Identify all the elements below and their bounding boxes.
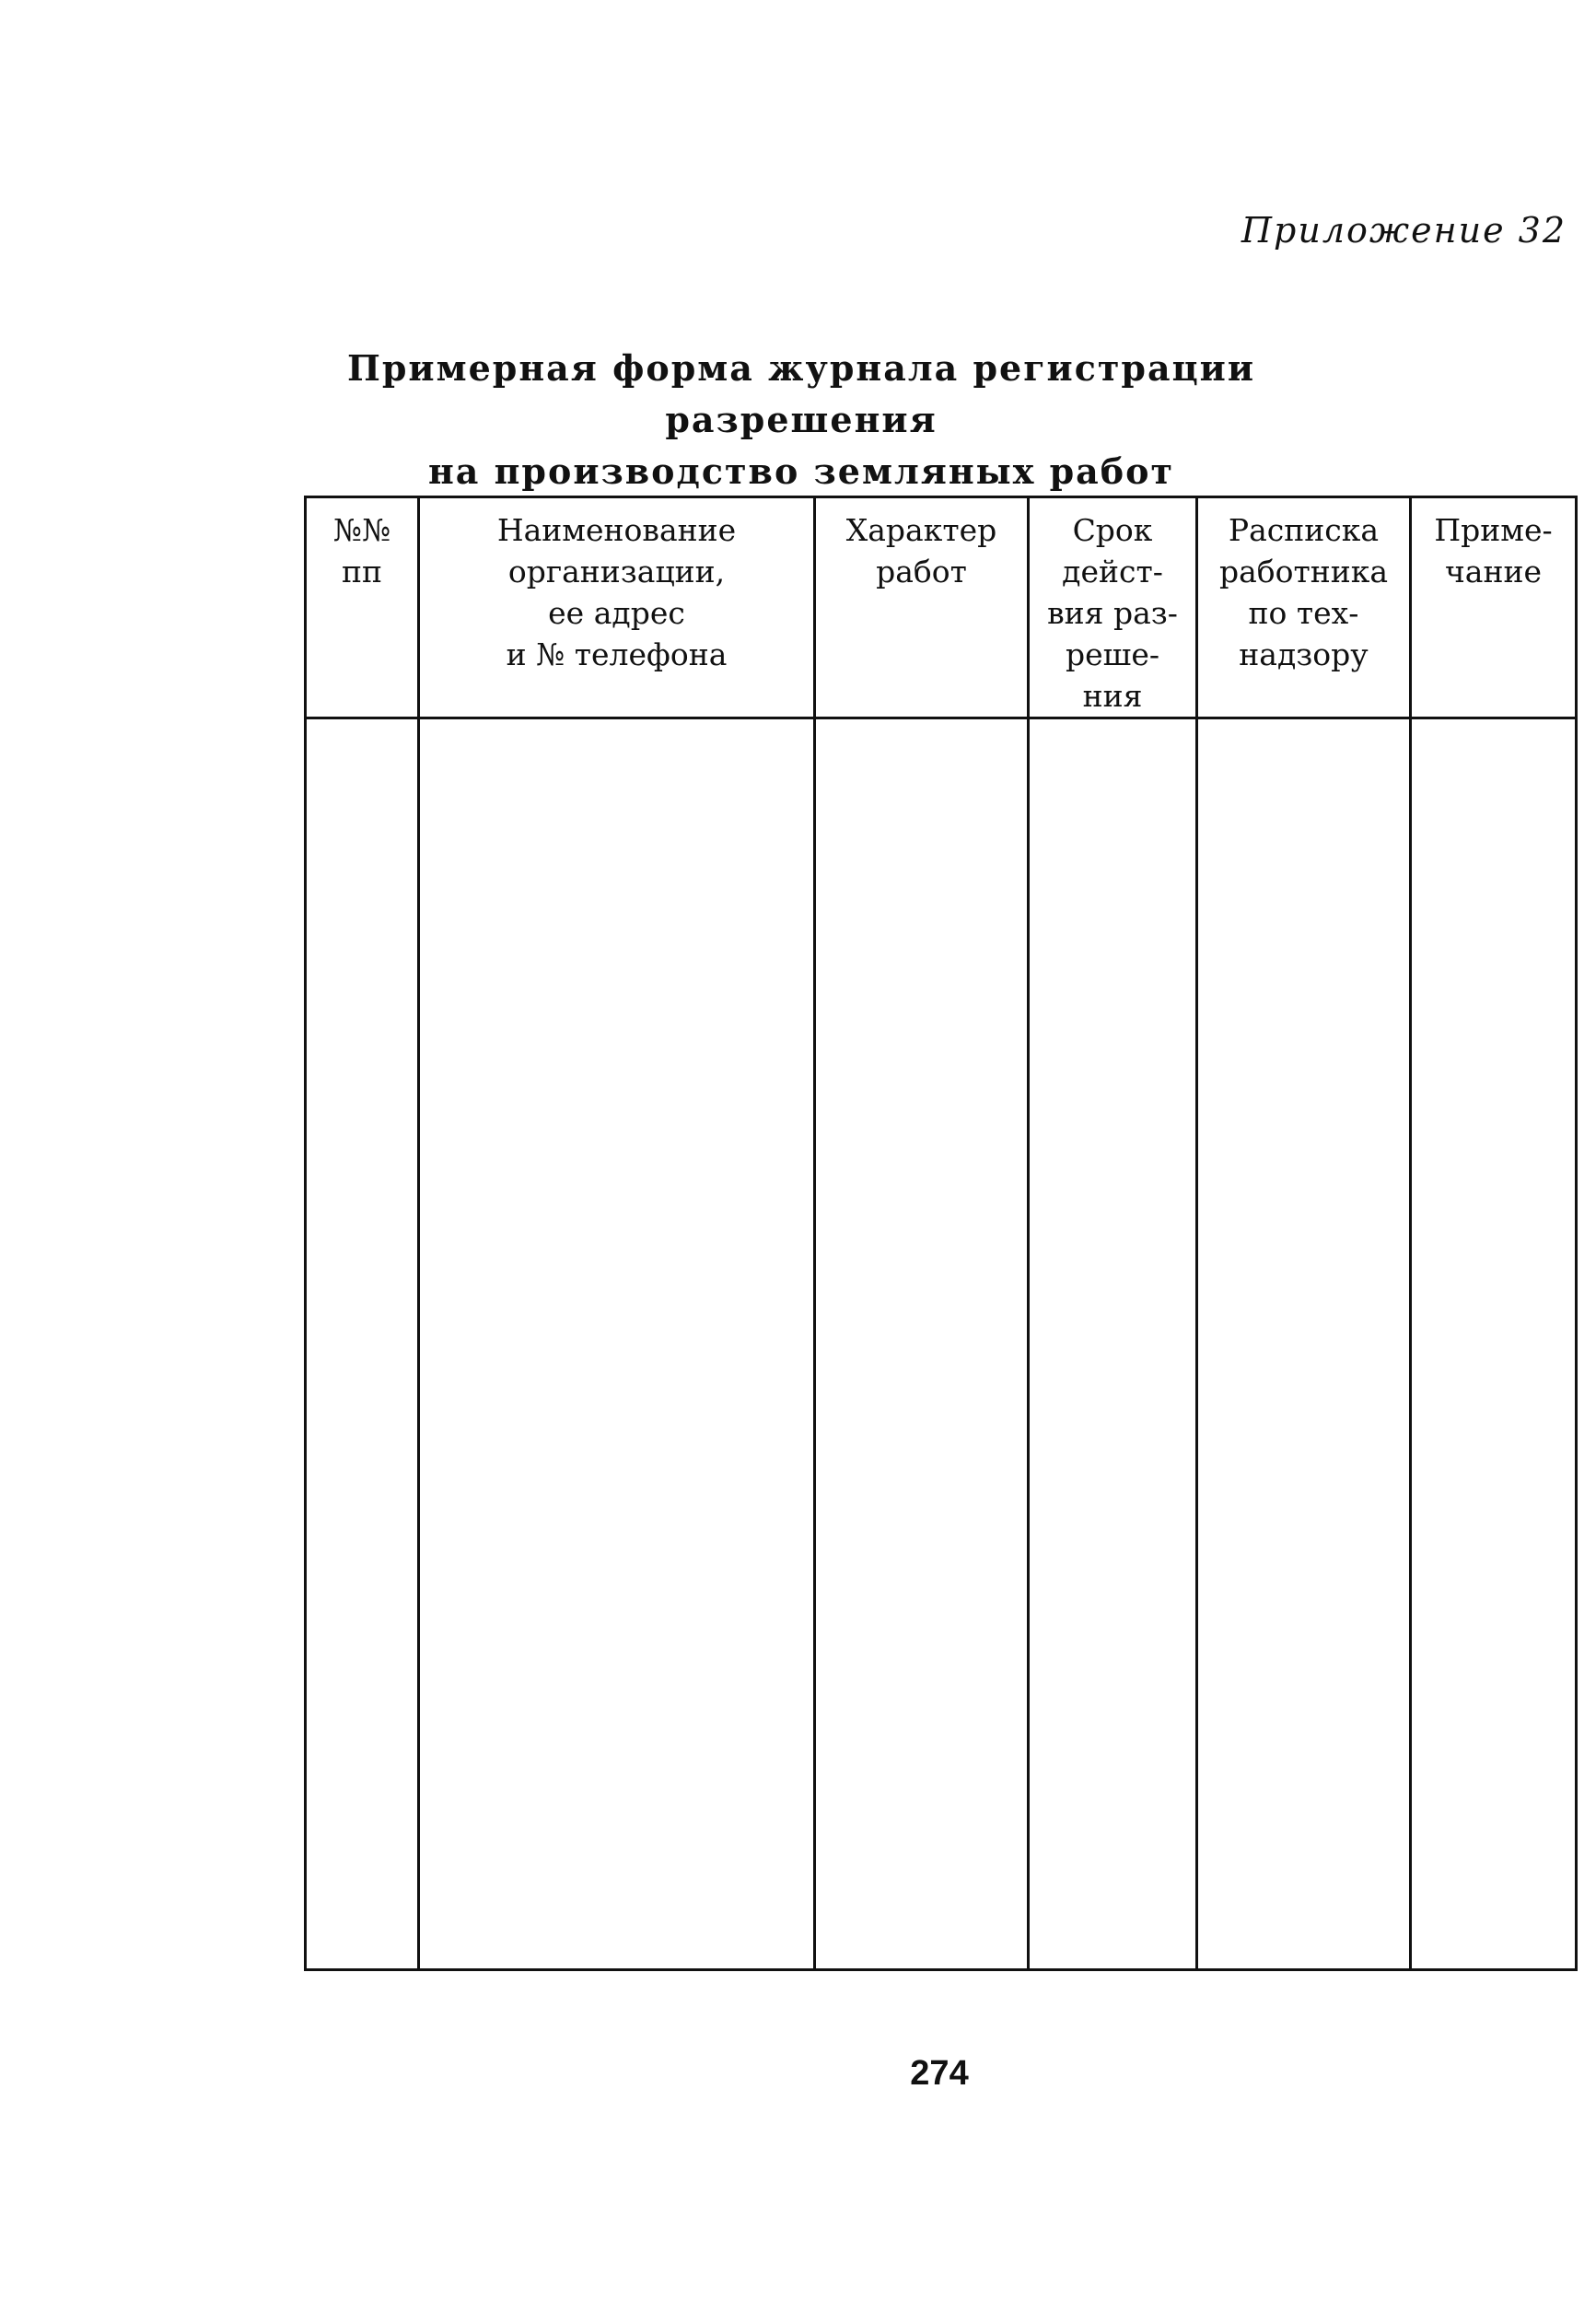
header-organization: Наименование организации, ее адрес и № телефона <box>419 497 815 718</box>
page-title: Примерная форма журнала регистрации разрешения на производство земляных работ <box>346 347 1256 492</box>
table-cell-number <box>306 718 419 1970</box>
appendix-label: Приложение 32 <box>1241 210 1567 251</box>
header-notes: Приме- чание <box>1411 497 1577 718</box>
table-header-row <box>306 497 1577 718</box>
header-permit-term: Срок дейст- вия раз- реше- ния <box>1029 497 1197 718</box>
journal-form-table <box>304 496 1578 1971</box>
table-cell-organization <box>419 718 815 1970</box>
header-number: №№ пп <box>306 497 419 718</box>
table-cell-supervisor-receipt <box>1197 718 1411 1970</box>
table-cell-permit-term <box>1029 718 1197 1970</box>
table-row <box>306 718 1577 1970</box>
header-supervisor-receipt: Расписка работника по тех- надзору <box>1197 497 1411 718</box>
header-work-type: Характер работ <box>815 497 1029 718</box>
table-cell-notes <box>1411 718 1577 1970</box>
table-cell-work-type <box>815 718 1029 1970</box>
page-number: 274 <box>910 2054 969 2093</box>
